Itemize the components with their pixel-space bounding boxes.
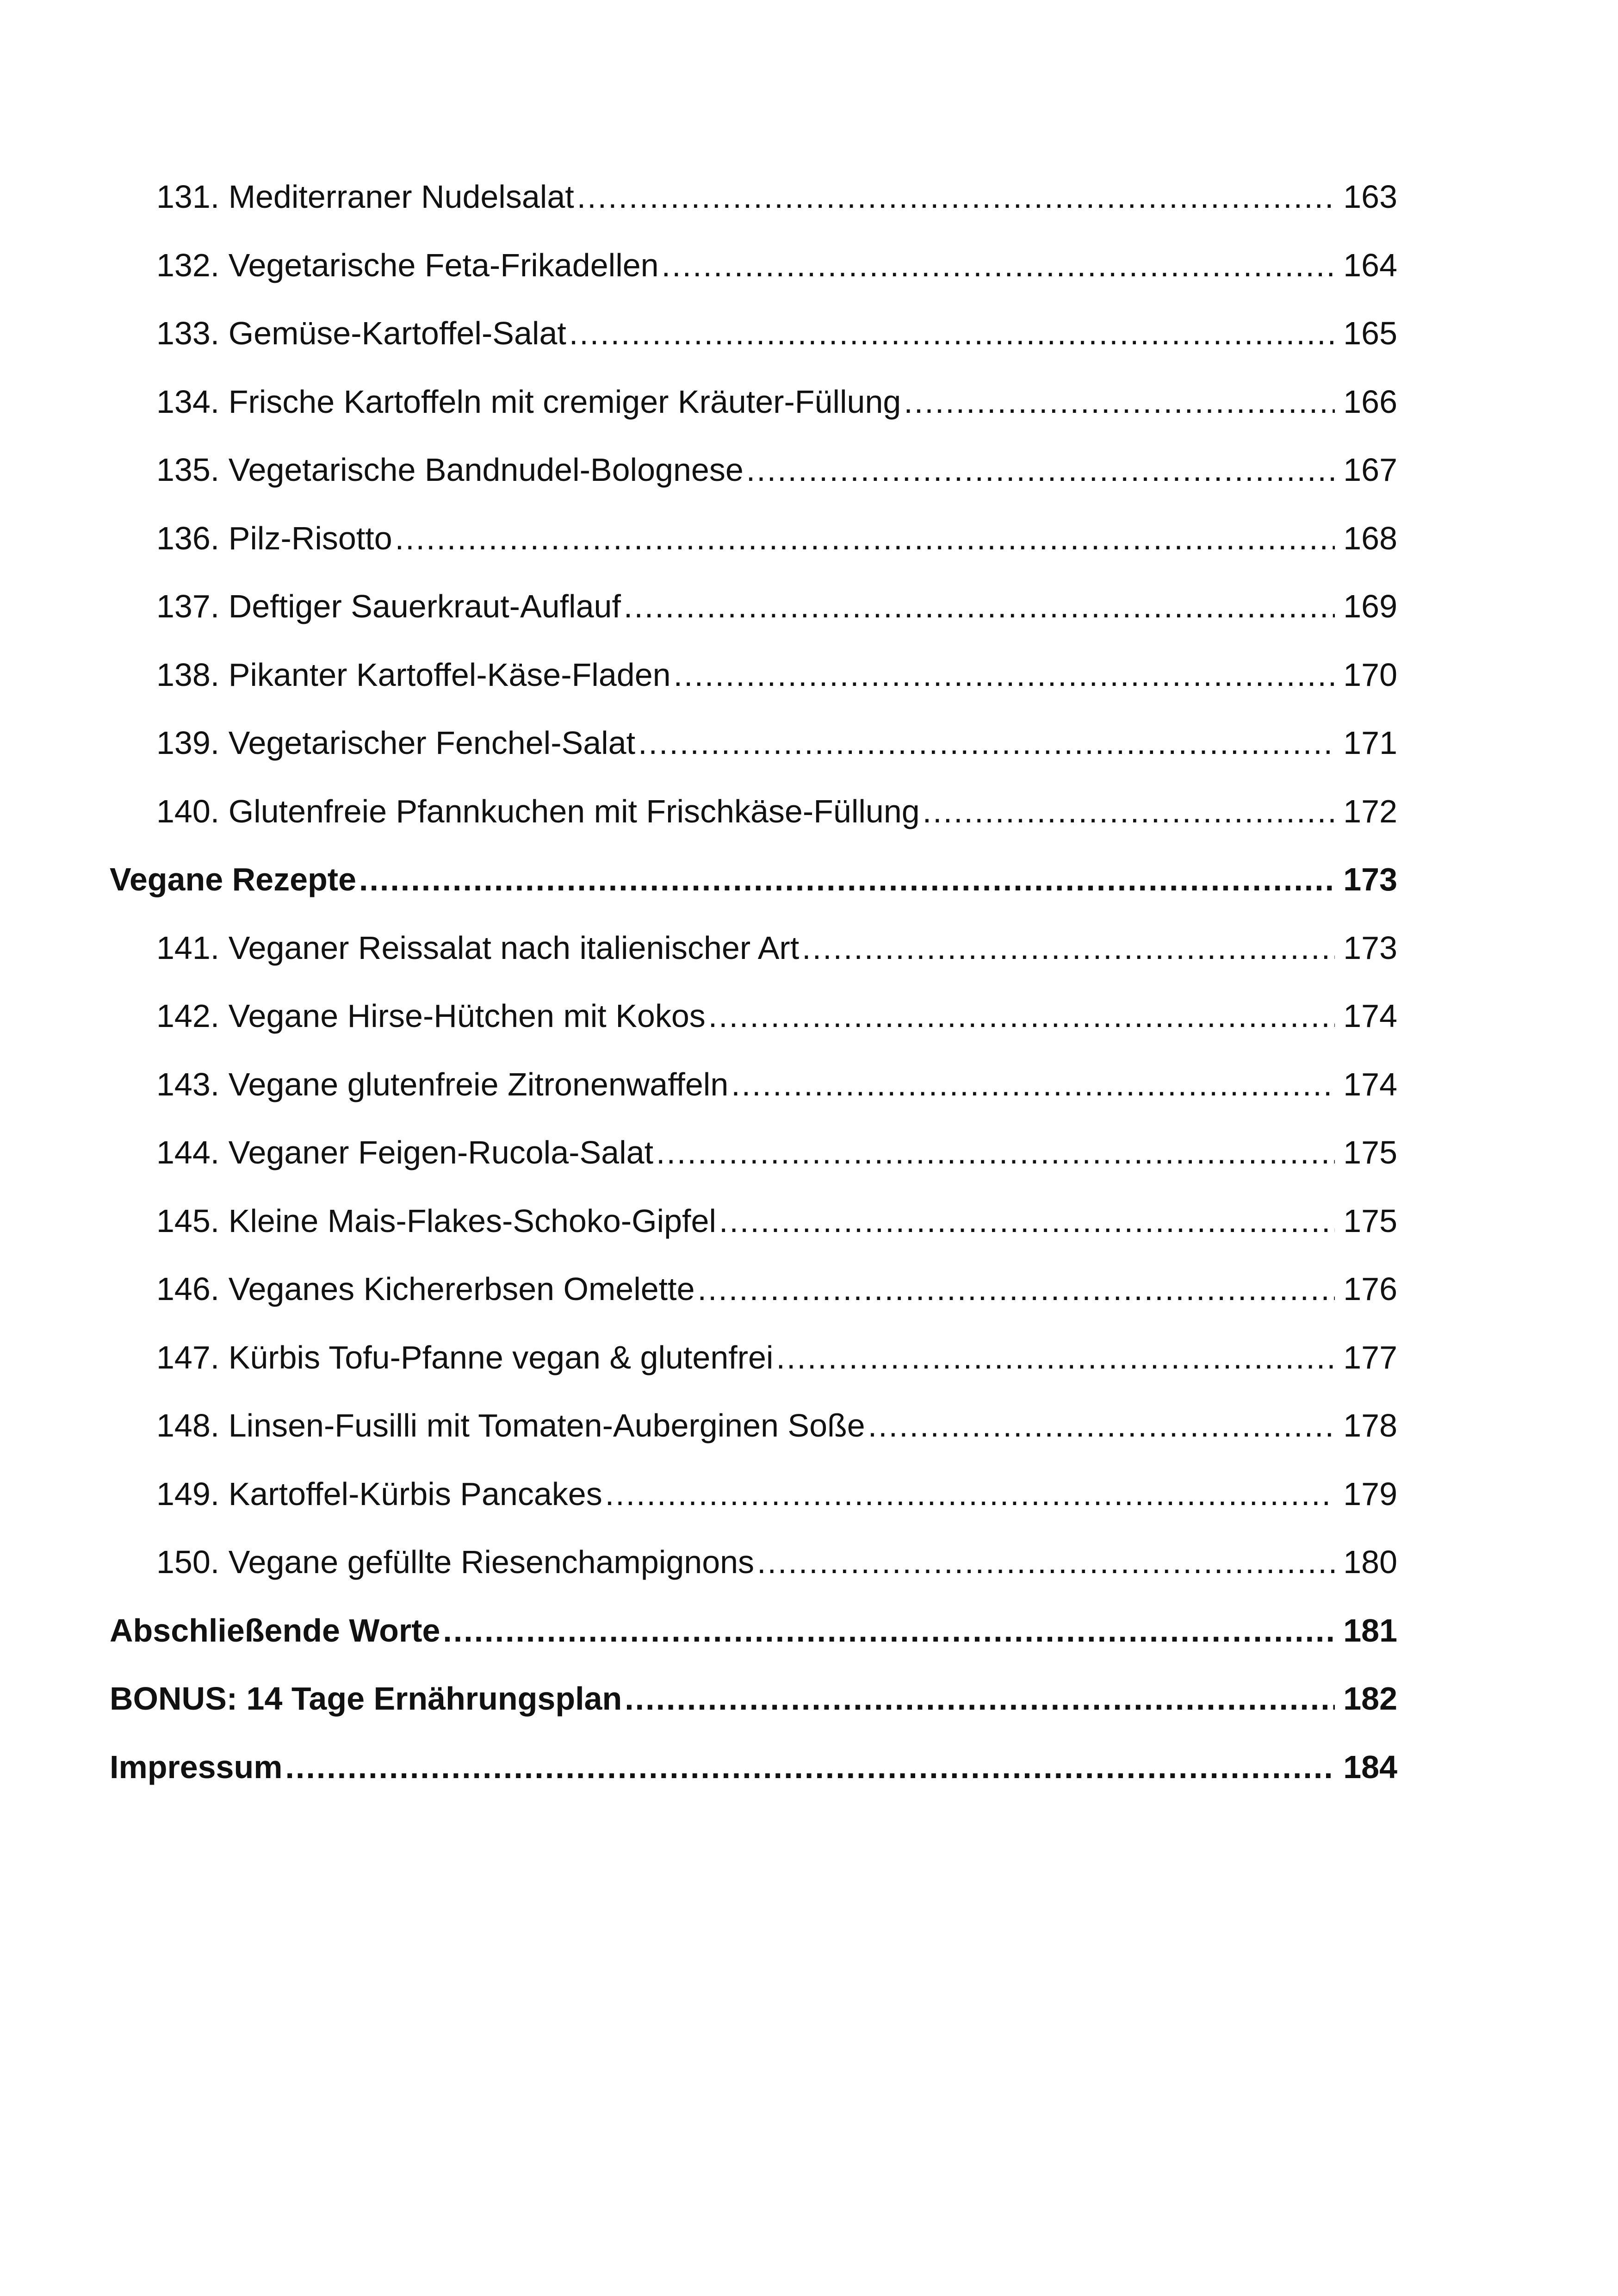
toc-entry-page: 169	[1343, 588, 1397, 624]
toc-entry-title: 133. Gemüse-Kartoffel-Salat	[156, 315, 566, 351]
dot-leader	[625, 1665, 1335, 1733]
dot-leader	[662, 231, 1335, 300]
dot-leader	[923, 778, 1335, 846]
toc-entry-page: 168	[1343, 520, 1397, 556]
toc-entry-title: 137. Deftiger Sauerkraut-Auflauf	[156, 588, 621, 624]
toc-section	[110, 1597, 1397, 1665]
toc-entry	[110, 1051, 1397, 1119]
dot-leader	[285, 1733, 1335, 1802]
toc-entry-title: 146. Veganes Kichererbsen Omelette	[156, 1271, 695, 1307]
toc-entry	[110, 914, 1397, 983]
toc-section	[110, 1665, 1397, 1733]
dot-leader	[443, 1597, 1335, 1665]
toc-section	[110, 1733, 1397, 1802]
toc-entry-title: 138. Pikanter Kartoffel-Käse-Fladen	[156, 656, 671, 693]
toc-entry-page: 164	[1343, 247, 1397, 283]
toc-entry-title: 134. Frische Kartoffeln mit cremiger Kräuter-Füllung	[156, 383, 901, 420]
toc-entry	[110, 368, 1397, 436]
toc-entry	[110, 1528, 1397, 1597]
toc-entry	[110, 1460, 1397, 1529]
dot-leader	[708, 982, 1335, 1051]
dot-leader	[577, 163, 1335, 231]
dot-leader	[698, 1255, 1335, 1324]
toc-entry-page: 174	[1343, 998, 1397, 1034]
toc-section-page: 182	[1343, 1680, 1397, 1717]
toc-entry	[110, 709, 1397, 778]
toc-entry-title: 131. Mediterraner Nudelsalat	[156, 179, 574, 215]
toc-entry	[110, 1187, 1397, 1256]
toc-entry	[110, 163, 1397, 231]
toc-section	[110, 846, 1397, 914]
dot-leader	[731, 1051, 1335, 1119]
toc-entry-title: 139. Vegetarischer Fenchel-Salat	[156, 725, 636, 761]
dot-leader	[638, 709, 1335, 778]
toc-entry-page: 166	[1343, 383, 1397, 420]
toc-entry-page: 174	[1343, 1066, 1397, 1102]
toc-entry-title: 143. Vegane glutenfreie Zitronenwaffeln	[156, 1066, 729, 1102]
toc-section-title: BONUS: 14 Tage Ernährungsplan	[110, 1680, 622, 1717]
toc-entry	[110, 436, 1397, 504]
toc-entry	[110, 982, 1397, 1051]
toc-entry	[110, 641, 1397, 709]
dot-leader	[656, 1119, 1335, 1187]
toc-entry-page: 179	[1343, 1475, 1397, 1512]
toc-entry	[110, 1255, 1397, 1324]
dot-leader	[904, 368, 1335, 436]
toc-entry-title: 135. Vegetarische Bandnudel-Bolognese	[156, 452, 744, 488]
toc-entry-page: 176	[1343, 1271, 1397, 1307]
toc-entry	[110, 1392, 1397, 1460]
table-of-contents	[110, 163, 1397, 1801]
toc-entry-page: 180	[1343, 1544, 1397, 1580]
toc-section-title: Abschließende Worte	[110, 1612, 440, 1649]
toc-entry-title: 142. Vegane Hirse-Hütchen mit Kokos	[156, 998, 706, 1034]
dot-leader	[719, 1187, 1335, 1256]
toc-entry	[110, 572, 1397, 641]
dot-leader	[776, 1324, 1335, 1392]
toc-entry	[110, 231, 1397, 300]
toc-entry-title: 148. Linsen-Fusilli mit Tomaten-Auberginen Soße	[156, 1407, 865, 1444]
toc-entry-page: 163	[1343, 179, 1397, 215]
dot-leader	[757, 1528, 1335, 1597]
toc-entry-title: 147. Kürbis Tofu-Pfanne vegan & glutenfrei	[156, 1339, 774, 1375]
toc-section-page: 173	[1343, 861, 1397, 897]
toc-entry	[110, 504, 1397, 573]
dot-leader	[569, 299, 1335, 368]
toc-entry-page: 171	[1343, 725, 1397, 761]
toc-entry-title: 140. Glutenfreie Pfannkuchen mit Frischkäse-Füllung	[156, 793, 920, 829]
toc-entry-page: 172	[1343, 793, 1397, 829]
toc-entry-page: 178	[1343, 1407, 1397, 1444]
toc-entry-title: 141. Veganer Reissalat nach italienischer Art	[156, 929, 800, 966]
toc-section-title: Impressum	[110, 1748, 283, 1785]
toc-entry-page: 173	[1343, 929, 1397, 966]
dot-leader	[802, 914, 1335, 983]
toc-entry-page: 177	[1343, 1339, 1397, 1375]
dot-leader	[605, 1460, 1335, 1529]
dot-leader	[674, 641, 1335, 709]
dot-leader	[746, 436, 1335, 504]
toc-entry-title: 132. Vegetarische Feta-Frikadellen	[156, 247, 659, 283]
toc-entry-page: 175	[1343, 1202, 1397, 1239]
toc-section-page: 184	[1343, 1748, 1397, 1785]
dot-leader	[624, 572, 1335, 641]
toc-entry-title: 150. Vegane gefüllte Riesenchampignons	[156, 1544, 755, 1580]
toc-entry-title: 144. Veganer Feigen-Rucola-Salat	[156, 1134, 654, 1170]
toc-entry-page: 175	[1343, 1134, 1397, 1170]
toc-entry	[110, 1119, 1397, 1187]
toc-entry-title: 149. Kartoffel-Kürbis Pancakes	[156, 1475, 602, 1512]
toc-entry-page: 165	[1343, 315, 1397, 351]
toc-section-title: Vegane Rezepte	[110, 861, 356, 897]
toc-entry	[110, 1324, 1397, 1392]
toc-entry-page: 170	[1343, 656, 1397, 693]
toc-entry-title: 136. Pilz-Risotto	[156, 520, 392, 556]
toc-entry-title: 145. Kleine Mais-Flakes-Schoko-Gipfel	[156, 1202, 716, 1239]
toc-entry	[110, 778, 1397, 846]
dot-leader	[395, 504, 1335, 573]
toc-entry-page: 167	[1343, 452, 1397, 488]
dot-leader	[359, 846, 1335, 914]
dot-leader	[868, 1392, 1335, 1460]
toc-entry	[110, 299, 1397, 368]
toc-section-page: 181	[1343, 1612, 1397, 1649]
